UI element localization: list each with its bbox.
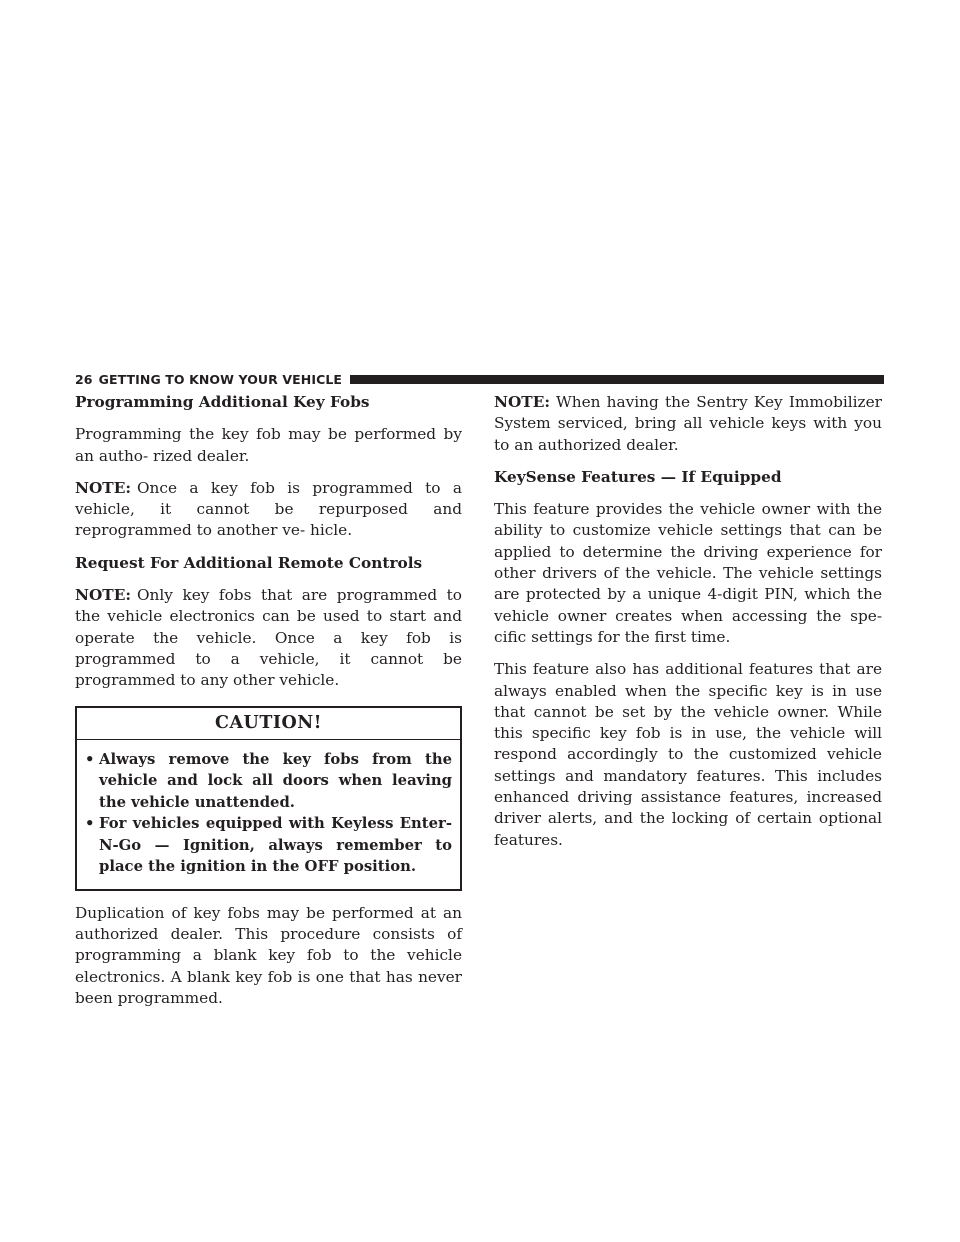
- note-repurpose: [75, 478, 462, 542]
- caution-box: [75, 706, 462, 891]
- note-sentry-key: [494, 392, 882, 456]
- paragraph-duplication: Duplication of key fobs may be performed at an authorized dealer. This procedure consists of programming a blank key fob to the vehicle electronics. A blank key fob is one that has never been programmed.: [75, 903, 462, 1008]
- caution-item: [85, 813, 452, 878]
- caution-list: [77, 740, 460, 889]
- note-label: NOTE:: [494, 393, 550, 411]
- right-column: [494, 392, 882, 862]
- bullet-icon: •: [85, 750, 95, 768]
- page-number: 26: [75, 371, 93, 387]
- note-text: Once a key fob is programmed to a vehicle, it cannot be repurposed and reprogrammed to another ve- hicle.: [75, 478, 462, 540]
- note-text: Only key fobs that are programmed to the vehicle electronics can be used to start and operate the vehicle. Once a key fob is programmed to a vehicle, it cannot be programmed to any other vehicle.: [75, 586, 462, 690]
- caution-text: For vehicles equipped with Keyless Enter-N-Go — Ignition, always remember to place the ignition in the OFF position.: [99, 815, 452, 876]
- heading-programming-key-fobs: Programming Additional Key Fobs: [75, 393, 370, 411]
- caution-text: Always remove the key fobs from the vehicle and lock all doors when leaving the vehicle unattended.: [99, 750, 452, 811]
- page-header: [75, 369, 884, 389]
- paragraph-programming: Programming the key fob may be performed by an autho- rized dealer.: [75, 425, 462, 465]
- section-title: GETTING TO KNOW YOUR VEHICLE: [98, 371, 343, 387]
- bullet-icon: •: [85, 815, 95, 833]
- caution-title: CAUTION!: [77, 708, 460, 740]
- note-label: NOTE:: [75, 478, 131, 497]
- paragraph-keysense-intro: This feature provides the vehicle owner with the ability to customize vehicle settings that can be applied to determine the driving experience for other drivers of the vehicle. The vehicle settings are protected by a unique 4-digit PIN, which the vehicle owner creates when accessing the spe- cific settings for the first time.: [494, 500, 882, 646]
- note-label: NOTE:: [75, 586, 131, 605]
- heading-request-remote-controls: Request For Additional Remote Controls: [75, 553, 423, 572]
- left-column: [75, 392, 462, 1020]
- paragraph-keysense-features: This feature also has additional features that are always enabled when the specific key is in use that cannot be set by the vehicle owner. While this specific key fob is in use, the vehicle will respond accordingly to the customized vehicle settings and mandatory features. This includes enhanced driving assistance features, increased driver alerts, and the locking of certain optional features.: [494, 660, 882, 849]
- note-text: When having the Sentry Key Immobilizer System serviced, bring all vehicle keys with you to an authorized dealer.: [494, 393, 882, 454]
- caution-item: [85, 749, 452, 814]
- heading-keysense-features: KeySense Features — If Equipped: [494, 467, 782, 486]
- header-rule: [350, 375, 884, 384]
- note-programmed-fobs: [75, 585, 462, 691]
